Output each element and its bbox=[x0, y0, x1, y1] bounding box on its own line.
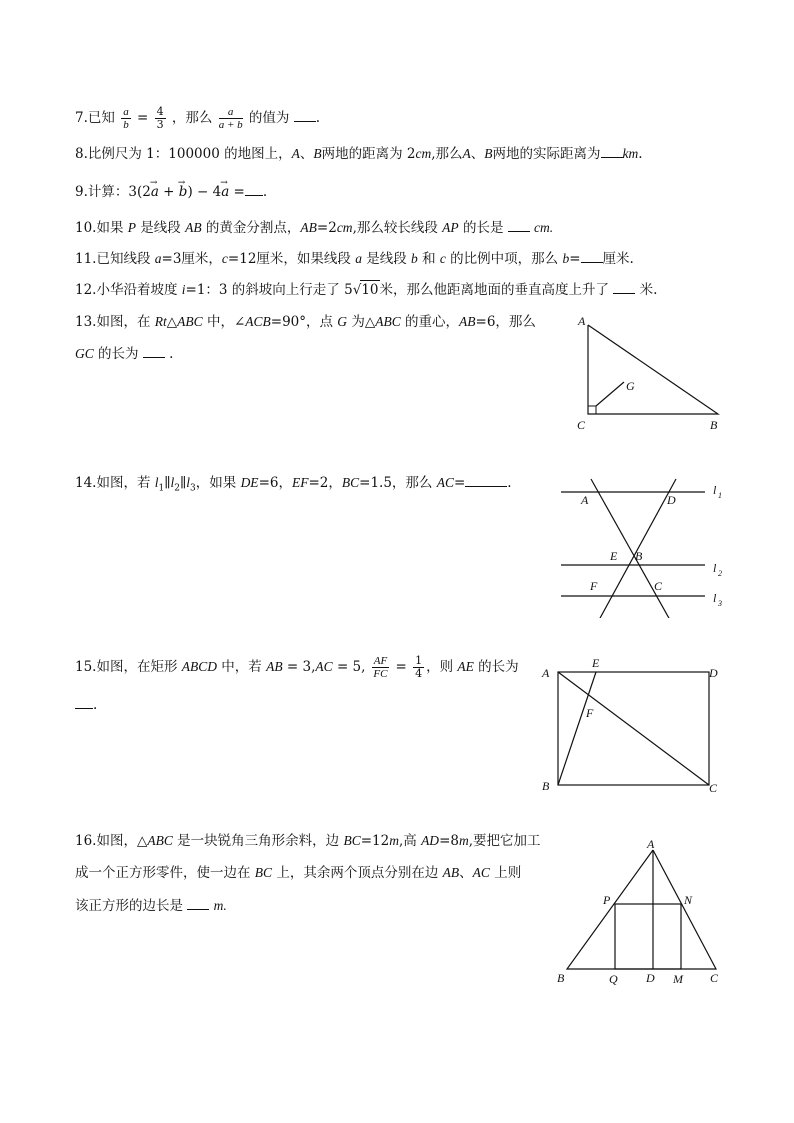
label-c: C bbox=[710, 971, 719, 985]
vector-a: → a bbox=[221, 183, 229, 201]
question-12: 12.小华沿着坡度 i=1：3 的斜坡向上行走了 5√10米，那么他距离地面的垂直高度上升了 米. bbox=[75, 282, 658, 298]
label-g: G bbox=[626, 379, 635, 393]
svg-text:1: 1 bbox=[718, 491, 722, 500]
label-c: C bbox=[709, 781, 718, 795]
label-q: Q bbox=[609, 972, 618, 986]
label-m: M bbox=[673, 972, 683, 986]
label-c: C bbox=[654, 579, 663, 593]
fraction-af-over-fc: $\frac{AF}{FC}$ bbox=[373, 655, 388, 680]
svg-text:3: 3 bbox=[718, 599, 722, 608]
question-8: 8.比例尺为 1：100000 的地图上，A、B两地的距离为 2cm,那么A、B两地的实际距离为 km. bbox=[75, 146, 643, 162]
fraction-4-over-3: $\frac{4}{3}$ bbox=[156, 105, 164, 131]
fraction-1-over-4: $\frac{1}{4}$ bbox=[415, 654, 423, 680]
answer-blank bbox=[294, 108, 316, 122]
label-f: F bbox=[586, 706, 594, 720]
answer-blank bbox=[245, 182, 263, 196]
label-d: D bbox=[667, 493, 676, 507]
triangle-abc bbox=[567, 850, 716, 969]
square-pqmn bbox=[615, 904, 681, 969]
answer-blank bbox=[143, 344, 165, 358]
label-a: A bbox=[647, 837, 655, 851]
label-l1: l bbox=[713, 483, 717, 497]
label-a: A bbox=[578, 314, 586, 328]
segment-be bbox=[558, 672, 596, 785]
answer-blank bbox=[581, 249, 603, 263]
label-e: E bbox=[592, 656, 600, 670]
figure-parallel-lines bbox=[555, 478, 740, 618]
question-15: 15.如图，在矩形 ABCD 中，若 AB = 3,AC = 5, $\frac{AF}{FC}$ = $\frac{1}{4}$ ，则 AE 的长为 bbox=[75, 654, 519, 680]
label-p: P bbox=[603, 893, 611, 907]
label-a: A bbox=[581, 493, 589, 507]
sqrt-radicand: 10 bbox=[361, 282, 379, 298]
question-15-line2: . bbox=[75, 695, 97, 714]
label-d: D bbox=[646, 971, 655, 985]
question-13-line2: GC 的长为 . bbox=[75, 346, 174, 362]
fraction-a-over-b: $\frac{a}{b}$ bbox=[123, 106, 129, 131]
right-angle-mark bbox=[588, 406, 596, 414]
fraction-a-over-a-plus-b: $\frac{a}{a + b}$ bbox=[218, 106, 243, 131]
diagonal-ac bbox=[558, 672, 709, 785]
answer-blank bbox=[75, 695, 93, 709]
figure-right-triangle bbox=[560, 305, 740, 440]
label-n: N bbox=[684, 893, 693, 907]
question-10: 10.如果 P 是线段 AB 的黄金分割点，AB=2cm,那么较长线段 AP 的长是 cm. bbox=[75, 220, 554, 236]
line-adc bbox=[591, 479, 670, 618]
answer-blank bbox=[613, 280, 635, 294]
answer-blank bbox=[465, 473, 507, 487]
question-11: 11.已知线段 a=3厘米，c=12厘米，如果线段 a 是线段 b 和 c 的比例中项，那么 b= 厘米. bbox=[75, 251, 634, 267]
label-l3: l bbox=[713, 591, 717, 605]
label-d: D bbox=[709, 666, 718, 680]
vector-b: → b bbox=[179, 183, 188, 201]
answer-blank bbox=[601, 144, 623, 158]
label-b: B bbox=[542, 779, 550, 793]
label-c: C bbox=[577, 418, 586, 432]
question-13: 13.如图，在 Rt△ABC 中，∠ACB=90°，点 G 为△ABC 的重心，AB=6，那么 bbox=[75, 314, 536, 330]
label-b: B bbox=[710, 418, 718, 432]
figure-rectangle bbox=[535, 652, 735, 802]
answer-blank bbox=[508, 218, 530, 232]
vector-a: → a bbox=[151, 183, 159, 201]
label-f: F bbox=[590, 579, 598, 593]
label-b: B bbox=[557, 971, 565, 985]
question-16-line2: 成一个正方形零件，使一边在 BC 上，其余两个顶点分别在边 AB、AC 上则 bbox=[75, 865, 522, 881]
question-7: 7.已知 $\frac{a}{b}$ = $\frac{4}{3}$ ，那么 $\frac{a}{a + b}$ 的值为 . bbox=[75, 105, 321, 131]
answer-blank bbox=[187, 896, 209, 910]
label-b: B bbox=[635, 549, 643, 563]
svg-text:2: 2 bbox=[718, 569, 722, 578]
segment-cg bbox=[596, 382, 624, 406]
triangle-abc bbox=[588, 325, 718, 414]
question-16: 16.如图，△ABC 是一块锐角三角形余料，边 BC=12m,高 AD=8m,要把它加工 bbox=[75, 833, 541, 849]
question-14: 14.如图，若 $l_1\parallel l_2\parallel l_3$，如果 DE=6，EF=2，BC=1.5，那么 AC= . bbox=[75, 475, 512, 494]
label-a: A bbox=[542, 666, 550, 680]
question-16-line3: 该正方形的边长是 m. bbox=[75, 898, 227, 914]
figure-inscribed-square bbox=[550, 834, 735, 994]
label-e: E bbox=[610, 549, 618, 563]
label-l2: l bbox=[713, 561, 717, 575]
question-9: 9.计算：3(2→ a + → b) − 4→ a = . bbox=[75, 182, 267, 201]
